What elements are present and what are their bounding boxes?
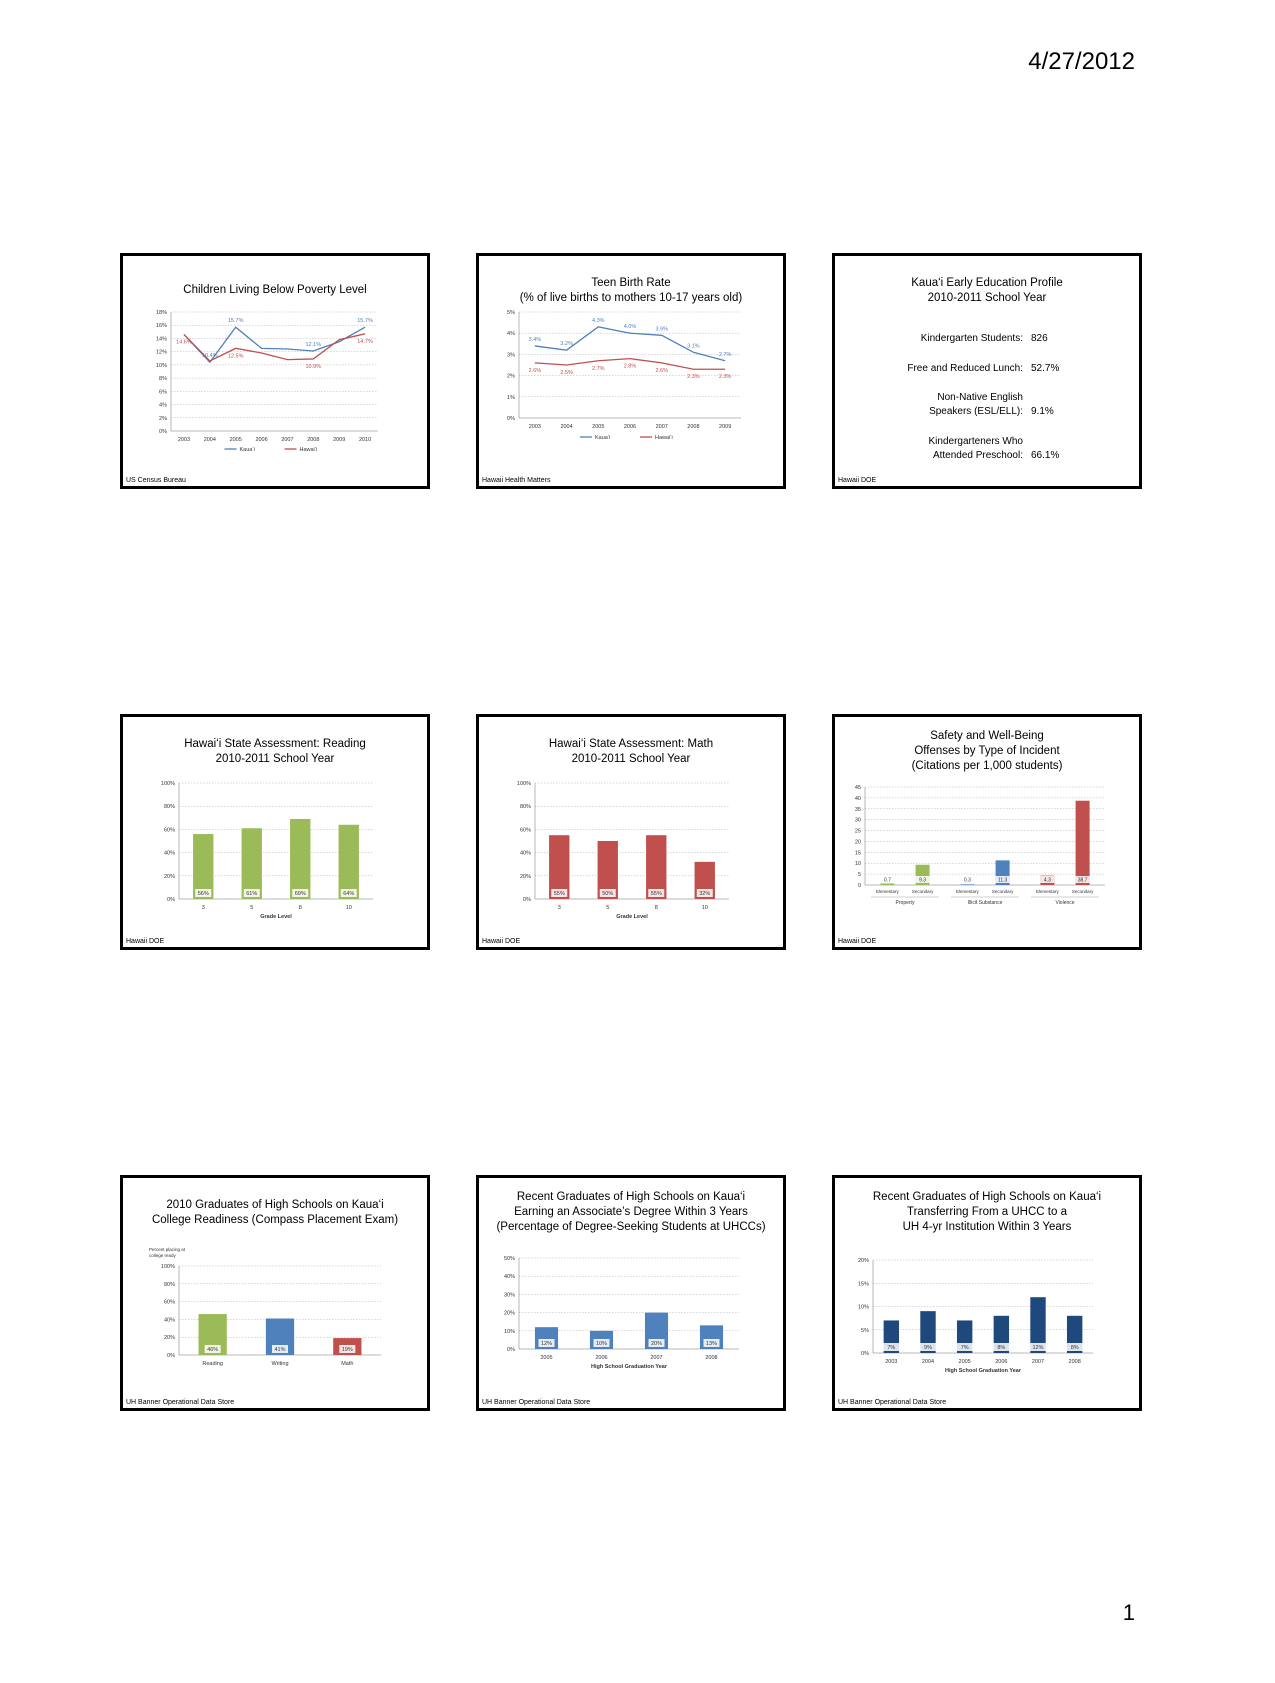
profile-label: Non-Native English Speakers (ESL/ELL):: [929, 392, 1023, 417]
y-tick-label: 20%: [163, 873, 175, 880]
y-tick-label: 80%: [519, 804, 531, 811]
y-tick-label: 0%: [523, 897, 531, 903]
data-label: 13%: [705, 1341, 718, 1347]
data-label: 0.3: [963, 877, 971, 884]
x-tick-label: 2004: [560, 424, 573, 430]
y-tick-label: 20%: [519, 873, 531, 880]
data-label: 12.5%: [227, 353, 244, 360]
slide-poverty: [120, 253, 430, 489]
x-tick-label: 2004: [203, 437, 216, 443]
y-tick-label: 80%: [163, 1281, 175, 1288]
x-tick-label: 5: [250, 905, 254, 911]
data-label: 4.0%: [623, 324, 637, 331]
y-tick-label: 40%: [163, 850, 175, 857]
x-tick-label: 2008: [307, 437, 320, 443]
data-label: 2.7%: [718, 351, 732, 358]
data-label: 4.3: [1043, 877, 1051, 884]
legend-label: Hawai‘i: [299, 447, 318, 453]
bar: [1076, 801, 1090, 885]
slide-source: Hawaii DOE: [126, 938, 165, 945]
slide-source: UH Banner Operational Data Store: [838, 1399, 947, 1406]
slide-teen-birth: [476, 253, 786, 489]
x-tick-label: Secondary: [991, 889, 1014, 894]
bar: [880, 883, 894, 885]
y-tick-label: 5%: [507, 310, 515, 316]
page-date: 4/27/2012: [1028, 48, 1135, 75]
x-tick-label: 2006: [595, 1355, 608, 1361]
teen-birth-line-chart: [479, 256, 783, 486]
data-label: 69%: [294, 891, 306, 897]
y-tick-label: 20%: [857, 1258, 869, 1264]
data-label: 55%: [553, 891, 565, 897]
data-label: 41%: [274, 1347, 286, 1353]
y-tick-label: 12%: [155, 349, 167, 356]
y-tick-label: 40%: [519, 850, 531, 857]
x-tick-label: 2008: [1068, 1359, 1081, 1365]
x-tick-label: 2005: [592, 424, 605, 430]
y-tick-label: 40%: [163, 1317, 175, 1324]
data-label: 20%: [650, 1341, 663, 1347]
data-label: 4.3%: [592, 317, 605, 324]
y-tick-label: 0%: [507, 1347, 515, 1353]
y-tick-label: 15: [854, 850, 861, 857]
data-label: 56%: [197, 891, 209, 897]
x-tick-label: 3: [201, 905, 205, 911]
x-axis-title: Grade Level: [260, 914, 292, 920]
y-tick-label: 40%: [503, 1274, 515, 1281]
legend-label: Hawai‘i: [655, 435, 673, 441]
data-label: 19%: [341, 1347, 353, 1353]
profile-value: 66.1%: [1031, 450, 1060, 461]
y-tick-label: 2%: [507, 373, 515, 380]
profile-value: 9.1%: [1031, 406, 1054, 417]
x-axis-title: Grade Level: [616, 914, 648, 920]
slide-early-education-profile: [832, 253, 1142, 489]
y-tick-label: 4%: [159, 402, 167, 409]
data-label: 32%: [699, 891, 711, 897]
x-tick-label: Elementary: [956, 889, 979, 894]
profile-value: 826: [1031, 333, 1048, 344]
x-tick-label: 5: [606, 905, 610, 911]
y-tick-label: 45: [854, 785, 861, 791]
data-label: 7%: [887, 1345, 896, 1351]
y-tick-label: 0%: [507, 416, 515, 422]
y-tick-label: 25: [854, 828, 861, 835]
data-label: 12.1%: [305, 342, 322, 349]
x-tick-label: 3: [557, 905, 561, 911]
data-label: 14.6%: [176, 339, 192, 346]
x-tick-label: Reading: [202, 1361, 223, 1367]
poverty-line-chart: [123, 256, 427, 486]
data-label: 3.1%: [687, 343, 700, 350]
data-label: 10.9%: [305, 363, 322, 370]
y-tick-label: 20%: [503, 1310, 515, 1317]
x-tick-label: 2007: [650, 1355, 663, 1361]
x-tick-label: 2006: [995, 1359, 1008, 1365]
data-label: 15.7%: [227, 318, 244, 325]
slide-title: Recent Graduates of High Schools on Kaua‘i Transferring From a UHCC to a UH 4-yr Institution Within 3 Years: [872, 1191, 1102, 1233]
slide-college-readiness: [120, 1175, 430, 1411]
x-tick-label: 2003: [528, 424, 541, 430]
y-tick-label: 50%: [503, 1256, 515, 1262]
data-label: 10.4%: [202, 353, 218, 360]
slide-source: UH Banner Operational Data Store: [482, 1399, 591, 1406]
y-tick-label: 14%: [155, 336, 167, 343]
y-tick-label: 0%: [167, 897, 175, 903]
slide-title: Hawai‘i State Assessment: Reading 2010-2011 School Year: [184, 738, 366, 765]
x-tick-label: Math: [341, 1361, 354, 1367]
y-tick-label: 10%: [155, 362, 167, 369]
data-label: 11.3: [997, 877, 1008, 884]
data-label: 46%: [207, 1347, 219, 1353]
college-readiness-bar-chart: [123, 1178, 427, 1408]
x-tick-label: 10: [701, 905, 708, 911]
x-tick-label: 2003: [885, 1359, 898, 1365]
bar: [290, 819, 310, 899]
slide-title: Kaua‘i Early Education Profile 2010-2011 School Year: [911, 277, 1063, 304]
slide-uhcc-transfer: [832, 1175, 1142, 1411]
x-tick-label: 2008: [687, 424, 700, 430]
x-tick-label: 2005: [229, 437, 242, 443]
reading-bar-chart: [123, 717, 427, 947]
group-label: Property: [895, 900, 915, 906]
data-label: 2.7%: [592, 365, 605, 372]
data-label: 12%: [540, 1341, 553, 1347]
profile-label: Kindergarten Students:: [920, 333, 1023, 344]
x-tick-label: 2009: [719, 424, 732, 430]
x-tick-label: 2003: [177, 437, 191, 443]
y-tick-label: 15%: [857, 1281, 869, 1288]
slide-reading-assessment: [120, 714, 430, 950]
math-bar-chart: [479, 717, 783, 947]
group-label: Illicit Substance: [967, 900, 1003, 906]
bar: [960, 884, 974, 885]
slide-source: US Census Bureau: [126, 477, 186, 484]
profile-label: Free and Reduced Lunch:: [907, 363, 1023, 374]
y-tick-label: 100%: [516, 781, 531, 787]
data-label: 0.7: [883, 877, 891, 884]
x-axis-title: High School Graduation Year: [591, 1364, 667, 1370]
y-axis-title: Percent placing at college ready: [149, 1247, 186, 1258]
data-label: 3.4%: [528, 336, 542, 343]
slide-title: Safety and Well-Being Offenses by Type of Incident (Citations per 1,000 students): [911, 730, 1063, 772]
slide-title: Hawai‘i State Assessment: Math 2010-2011 School Year: [548, 738, 714, 765]
y-tick-label: 0%: [861, 1351, 869, 1357]
y-tick-label: 0%: [159, 429, 167, 435]
x-tick-label: 2004: [921, 1359, 935, 1365]
x-tick-label: 2005: [540, 1355, 553, 1361]
x-tick-label: Elementary: [1036, 889, 1059, 894]
bar: [242, 828, 262, 899]
y-tick-label: 5: [857, 872, 861, 879]
profile-label: Kindergarteners Who Attended Preschool:: [928, 436, 1023, 461]
x-tick-label: 2006: [255, 437, 268, 443]
y-tick-label: 0: [857, 883, 861, 889]
x-tick-label: 2006: [623, 424, 637, 430]
data-label: 8%: [1070, 1345, 1079, 1351]
data-label: 50%: [602, 891, 614, 897]
y-tick-label: 60%: [163, 827, 175, 834]
y-tick-label: 2%: [159, 415, 167, 422]
data-label: 15.7%: [357, 318, 373, 325]
slide-source: Hawaii DOE: [838, 477, 877, 484]
y-tick-label: 35: [854, 806, 861, 813]
x-tick-label: 2008: [705, 1355, 718, 1361]
x-axis-title: High School Graduation Year: [945, 1368, 1021, 1374]
x-tick-label: Secondary: [1071, 889, 1094, 894]
slide-title: Children Living Below Poverty Level: [183, 284, 367, 296]
data-label: 2.6%: [528, 367, 542, 374]
transfer-bar-chart: [835, 1178, 1139, 1408]
y-tick-label: 16%: [155, 323, 167, 330]
y-tick-label: 10%: [503, 1328, 515, 1335]
slide-title: Recent Graduates of High Schools on Kaua‘i Earning an Associate’s Degree Within 3 Years (Percentage of Degree-Seeking Students at UHCCs): [496, 1191, 766, 1233]
data-label: 64%: [343, 891, 355, 897]
group-label: Violence: [1055, 900, 1075, 906]
y-tick-label: 100%: [160, 781, 175, 787]
x-tick-label: 2007: [655, 424, 668, 430]
y-tick-label: 18%: [155, 310, 167, 316]
x-tick-label: Secondary: [911, 889, 934, 894]
data-label: 8%: [997, 1345, 1006, 1351]
slide-safety-well-being: [832, 714, 1142, 950]
data-label: 61%: [246, 891, 258, 897]
associate-degree-bar-chart: [479, 1178, 783, 1408]
y-tick-label: 5%: [861, 1327, 869, 1334]
x-tick-label: 2009: [333, 437, 346, 443]
data-label: 38.7: [1077, 877, 1088, 884]
data-label: 12%: [1032, 1345, 1044, 1351]
y-tick-label: 30%: [503, 1292, 515, 1299]
bar: [339, 825, 359, 899]
x-tick-label: 2007: [281, 437, 294, 443]
x-tick-label: 8: [298, 905, 302, 911]
slide-source: Hawaii Health Matters: [482, 477, 551, 484]
y-tick-label: 100%: [160, 1264, 175, 1270]
y-tick-label: 20%: [163, 1335, 175, 1342]
data-label: 2.8%: [623, 363, 637, 370]
data-label: 55%: [650, 891, 662, 897]
data-label: 7%: [960, 1345, 969, 1351]
x-tick-label: Writing: [271, 1361, 289, 1367]
y-tick-label: 60%: [519, 827, 531, 834]
slide-title: 2010 Graduates of High Schools on Kaua‘i College Readiness (Compass Placement Exam): [151, 1199, 399, 1226]
slide-title: Teen Birth Rate (% of live births to mothers 10-17 years old): [519, 277, 743, 304]
y-tick-label: 20: [854, 839, 861, 846]
data-label: 2.5%: [560, 370, 573, 376]
data-label: 3.2%: [560, 341, 573, 348]
y-tick-label: 4%: [507, 331, 515, 338]
y-tick-label: 10: [854, 861, 861, 868]
y-tick-label: 8%: [159, 376, 167, 383]
data-label: 2.6%: [655, 367, 668, 374]
profile-value: 52.7%: [1031, 363, 1060, 374]
x-tick-label: Elementary: [876, 889, 899, 894]
data-label: 9%: [924, 1345, 932, 1351]
x-tick-label: 8: [654, 905, 658, 911]
slide-source: Hawaii DOE: [838, 938, 877, 945]
legend-label: Kaua‘i: [239, 447, 255, 453]
safety-bar-chart: [835, 717, 1139, 947]
y-tick-label: 40: [854, 795, 861, 802]
y-tick-label: 1%: [507, 394, 515, 401]
x-tick-label: 10: [345, 905, 352, 911]
y-tick-label: 3%: [507, 352, 515, 359]
y-tick-label: 10%: [857, 1304, 869, 1311]
y-tick-label: 6%: [159, 389, 167, 396]
data-label: 2.3%: [687, 374, 700, 381]
page-number: 1: [1122, 1600, 1135, 1625]
legend-label: Kaua‘i: [595, 435, 611, 441]
y-tick-label: 60%: [163, 1299, 175, 1306]
slide-source: UH Banner Operational Data Store: [126, 1399, 235, 1406]
y-tick-label: 30: [854, 817, 861, 824]
y-tick-label: 80%: [163, 804, 175, 811]
x-tick-label: 2007: [1031, 1359, 1045, 1365]
data-label: 2.3%: [718, 374, 732, 381]
slide-associate-degree: [476, 1175, 786, 1411]
data-label: 14.7%: [357, 338, 373, 345]
x-tick-label: 2005: [958, 1359, 971, 1365]
data-label: 10%: [595, 1341, 608, 1347]
data-label: 3.9%: [655, 326, 668, 333]
x-tick-label: 2010: [358, 437, 372, 443]
slide-math-assessment: [476, 714, 786, 950]
y-tick-label: 0%: [167, 1353, 175, 1359]
slide-source: Hawaii DOE: [482, 938, 521, 945]
data-label: 9.3: [919, 877, 927, 884]
